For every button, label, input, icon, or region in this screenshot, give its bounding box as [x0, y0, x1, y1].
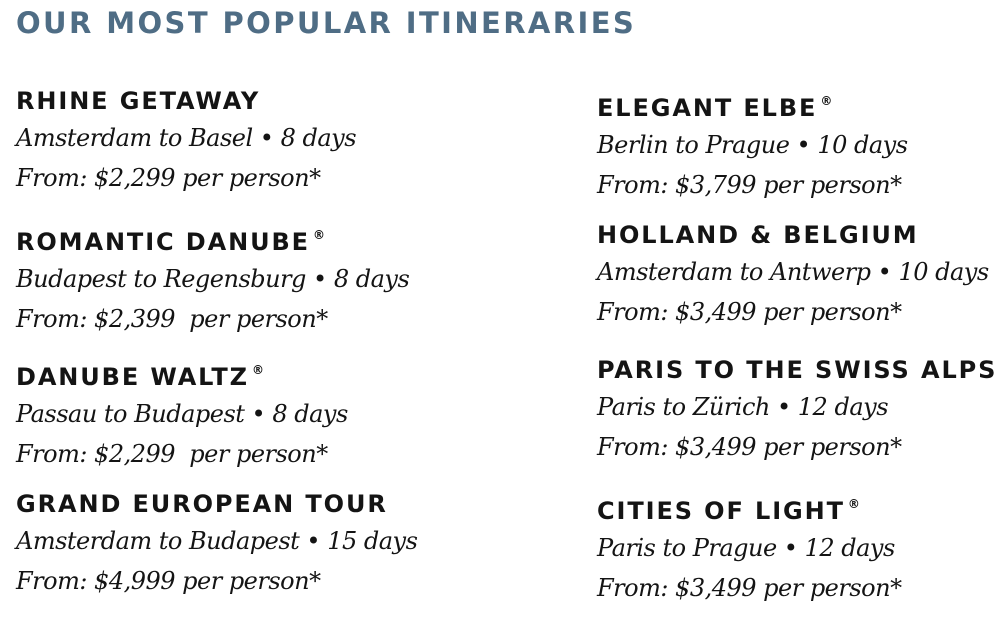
itinerary-price: From: $3,499 per person* [597, 298, 902, 327]
itinerary-title [597, 353, 997, 387]
itinerary-route: Budapest to Regensburg • 8 days [16, 265, 410, 294]
itinerary-item [16, 487, 436, 621]
itinerary-price: From: $3,799 per person* [597, 171, 902, 199]
itinerary-price: From: $4,999 per person* [16, 566, 321, 595]
itinerary-title [597, 84, 997, 125]
itinerary-title [16, 84, 436, 118]
itinerary-price: From: $2,299 per person* [16, 439, 328, 468]
itinerary-column-left [16, 84, 436, 621]
itinerary-item [16, 218, 436, 352]
itinerary-title-text: HOLLAND & BELGIUM [597, 221, 919, 250]
itinerary-route: Amsterdam to Basel • 8 days [16, 124, 357, 152]
registered-mark: ® [820, 94, 833, 108]
itinerary-title [597, 218, 997, 252]
itinerary-price: From: $3,499 per person* [597, 432, 902, 461]
itinerary-item [597, 84, 997, 218]
itinerary-route: Berlin to Prague • 10 days [597, 131, 908, 159]
itinerary-title [16, 218, 436, 259]
itinerary-item [597, 487, 997, 621]
itinerary-title-text: PARIS TO THE SWISS ALPS [597, 355, 998, 384]
itinerary-title-text: GRAND EUROPEAN TOUR [16, 489, 388, 518]
itinerary-title [16, 353, 436, 394]
itinerary-route: Amsterdam to Budapest • 15 days [16, 526, 418, 555]
itinerary-route: Amsterdam to Antwerp • 10 days [597, 258, 989, 287]
itinerary-title [16, 487, 436, 521]
itinerary-column-right [597, 84, 997, 621]
itinerary-route: Paris to Zürich • 12 days [597, 392, 889, 421]
itinerary-price: From: $2,299 per person* [16, 164, 321, 192]
registered-mark: ® [847, 496, 860, 511]
itinerary-title-text: ROMANTIC DANUBE [16, 228, 310, 257]
itinerary-title-text: DANUBE WALTZ [16, 362, 249, 391]
itinerary-item [597, 218, 997, 352]
registered-mark: ® [312, 228, 325, 243]
page-title: OUR MOST POPULAR ITINERARIES [16, 6, 637, 40]
itinerary-title-text: CITIES OF LIGHT [597, 496, 845, 525]
itinerary-route: Paris to Prague • 12 days [597, 533, 895, 562]
itinerary-item [16, 84, 436, 218]
itinerary-title-text: ELEGANT ELBE [597, 94, 818, 122]
itinerary-title [597, 487, 997, 528]
itinerary-title-text: RHINE GETAWAY [16, 87, 261, 115]
registered-mark: ® [251, 362, 264, 377]
itinerary-price: From: $2,399 per person* [16, 305, 328, 334]
itinerary-item [597, 353, 997, 487]
itinerary-route: Passau to Budapest • 8 days [16, 399, 348, 428]
itinerary-price: From: $3,499 per person* [597, 573, 902, 602]
itinerary-item [16, 353, 436, 487]
